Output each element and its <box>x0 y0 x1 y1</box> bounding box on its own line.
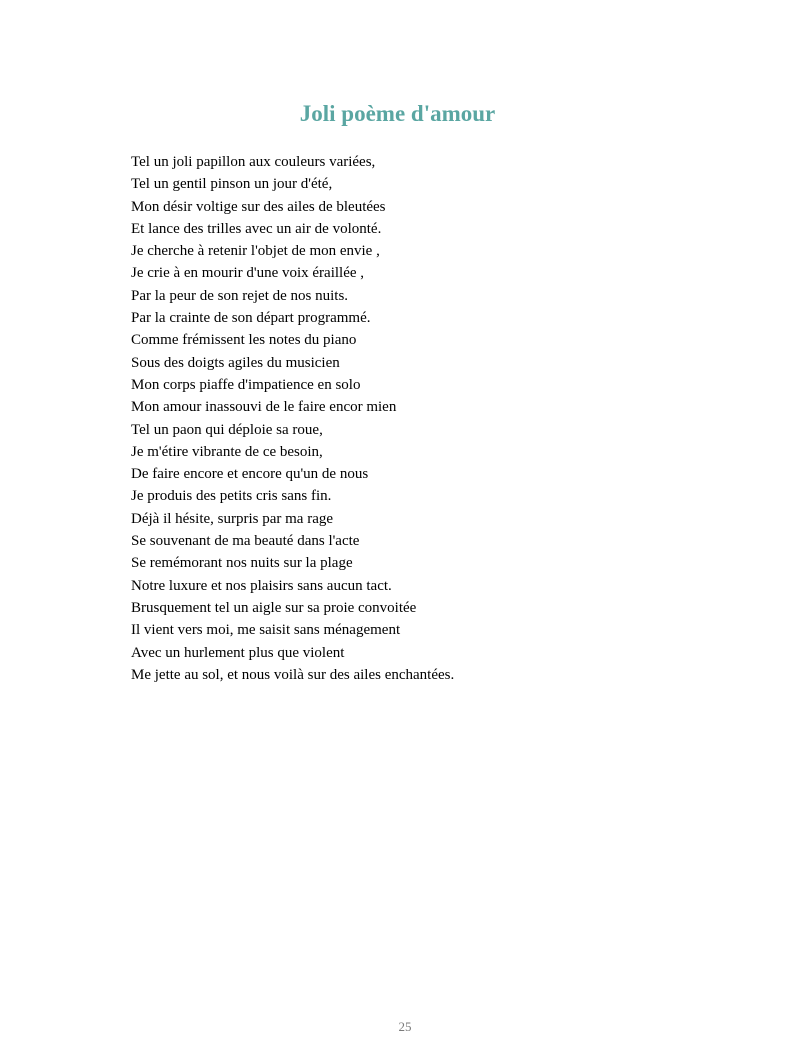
poem-line: Se souvenant de ma beauté dans l'acte <box>131 533 360 550</box>
poem-line: Tel un gentil pinson un jour d'été, <box>131 176 333 193</box>
poem-line: Se remémorant nos nuits sur la plage <box>131 555 353 572</box>
poem-line: Mon corps piaffe d'impatience en solo <box>131 376 361 393</box>
poem-line: Tel un joli papillon aux couleurs variées, <box>131 154 376 170</box>
poem-line: Sous des doigts agiles du musicien <box>131 354 340 371</box>
poem-line: Par la crainte de son départ programmé. <box>131 310 371 327</box>
poem-line: Mon amour inassouvi de le faire encor mien <box>131 399 397 416</box>
poem-line: Me jette au sol, et nous voilà sur des ailes enchantées. <box>131 666 455 683</box>
poem-line: Je cherche à retenir l'objet de mon envie , <box>131 243 380 260</box>
poem-line: Par la peur de son rejet de nos nuits. <box>131 287 349 304</box>
poem-line: Notre luxure et nos plaisirs sans aucun tact. <box>131 577 392 594</box>
poem-line: De faire encore et encore qu'un de nous <box>131 466 369 483</box>
poem-line: Et lance des trilles avec un air de volonté. <box>131 220 382 237</box>
poem-line: Comme frémissent les notes du piano <box>131 332 357 349</box>
poem-line: Mon désir voltige sur des ailes de bleutées <box>131 198 386 215</box>
poem-line: Tel un paon qui déploie sa roue, <box>131 421 323 438</box>
poem-title: Joli poème d'amour <box>299 101 496 126</box>
poem-line: Avec un hurlement plus que violent <box>131 644 345 661</box>
page-number: 25 <box>398 1019 412 1034</box>
poem-line: Je crie à en mourir d'une voix éraillée , <box>131 265 365 282</box>
poem-line: Je m'étire vibrante de ce besoin, <box>131 443 323 460</box>
poem-body <box>131 151 691 686</box>
poem-line: Je produis des petits cris sans fin. <box>131 488 332 505</box>
poem-line: Brusquement tel un aigle sur sa proie convoitée <box>131 599 417 616</box>
poem-line: Déjà il hésite, surpris par ma rage <box>131 510 334 527</box>
poem-line: Il vient vers moi, me saisit sans ménagement <box>131 622 401 639</box>
